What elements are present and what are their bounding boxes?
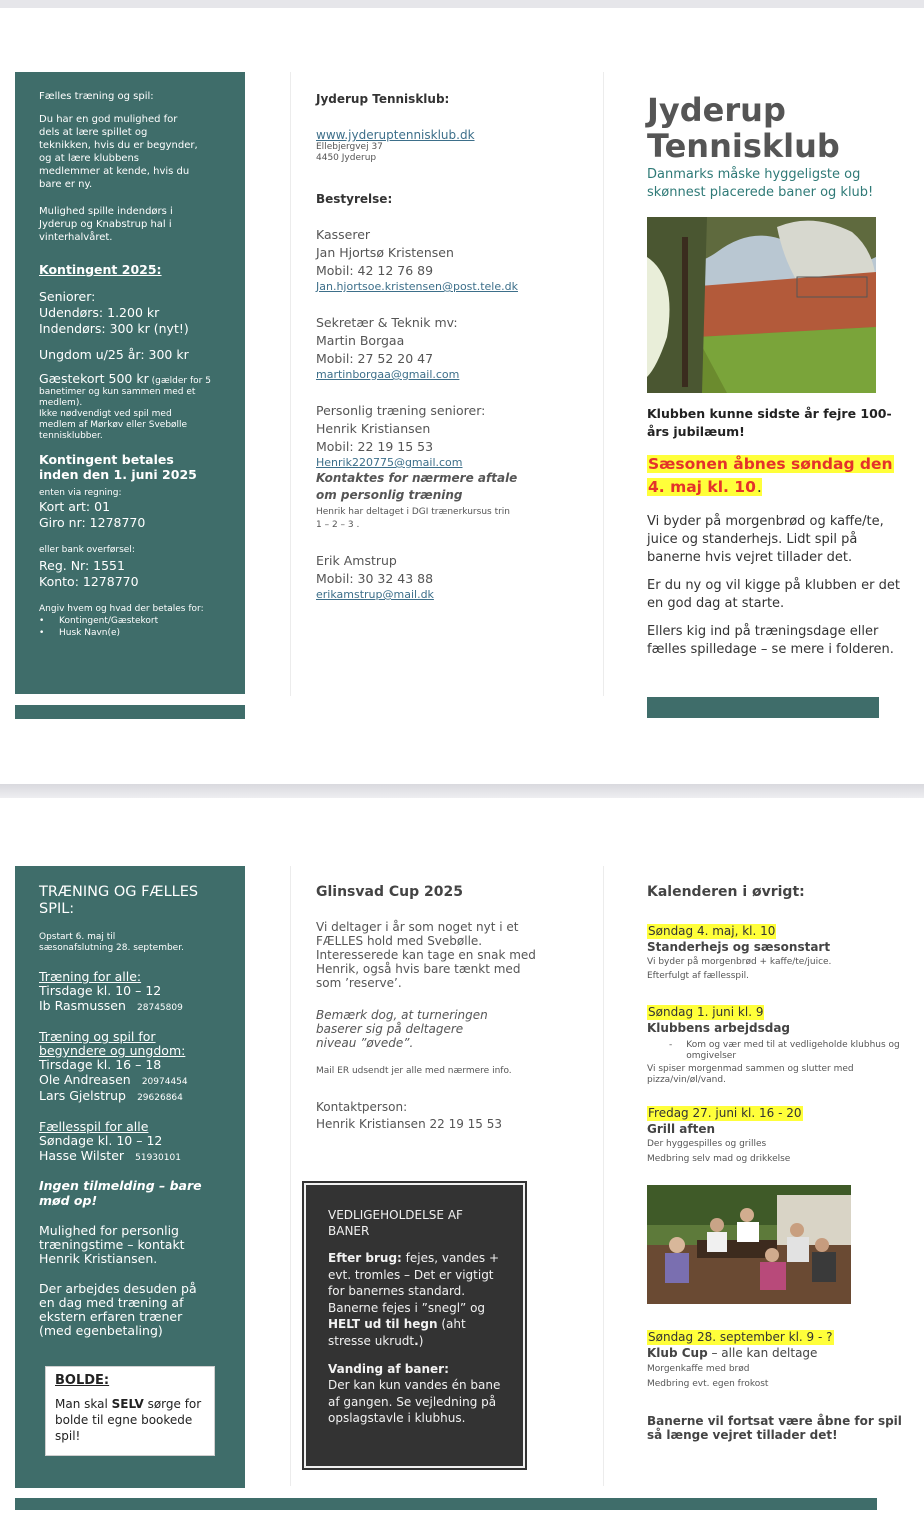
event-detail: Vi byder på morgenbrød + kaffe/te/juice. — [647, 957, 832, 967]
column-divider — [603, 72, 604, 696]
event-title-row: Klub Cup – alle kan deltage — [647, 1346, 818, 1360]
seniors-outdoor: Udendørs: 1.200 kr — [39, 305, 160, 320]
cup-heading: Glinsvad Cup 2025 — [316, 884, 463, 900]
treasurer-name: Jan Hjortsø Kristensen — [316, 245, 454, 260]
sheet-edge-middle — [0, 784, 924, 798]
address-city: 4450 Jyderup — [316, 153, 377, 163]
season-opening-text: Sæsonen åbnes søndag den 4. maj kl. 10 — [648, 455, 893, 496]
secretary-email[interactable]: martinborgaa@gmail.com — [316, 368, 460, 381]
season-opening-dot: . — [756, 478, 762, 496]
watering-text: Der kan kun vandes én bane af gangen. Se vejledning på opslagstavle i klubhus. — [328, 1378, 501, 1425]
season-start: Opstart 6. maj til — [39, 932, 116, 942]
training-heading: TRÆNING OG FÆLLES SPIL: — [39, 884, 199, 917]
beginners-trainer1-phone: 20974454 — [141, 1077, 188, 1087]
event-title: Standerhejs og sæsonstart — [647, 940, 831, 954]
watering-heading: Vanding af baner: — [328, 1362, 449, 1376]
board-heading: Bestyrelse: — [316, 192, 393, 206]
season-opening — [647, 453, 912, 499]
sheet-edge-top — [0, 0, 924, 8]
event-detail: Medbring evt. egen frokost — [647, 1379, 769, 1389]
beginners-trainer2-phone: 29626864 — [137, 1093, 183, 1103]
event-detail: Efterfulgt af fællesspil. — [647, 971, 749, 981]
social-heading: Fællesspil for alle — [39, 1119, 149, 1134]
event-title: Klubbens arbejdsdag — [647, 1021, 791, 1035]
calendar-event — [647, 1102, 912, 1167]
card-type: Kort art: 01 — [39, 499, 111, 514]
cup-text-1: Vi deltager i år som noget nyt i et FÆLLES hold med Svebølle. — [316, 920, 519, 948]
column-divider — [290, 866, 291, 1486]
column-divider — [603, 866, 604, 1486]
season-end: sæsonafslutning 28. september. — [39, 943, 184, 953]
beginners-trainer1: Ole Andreasen — [39, 1072, 131, 1087]
club-title-line2: Tennisklub — [647, 127, 840, 165]
calendar-heading: Kalenderen i øvrigt: — [647, 884, 805, 900]
no-signup: Ingen tilmelding – bare mød op! — [39, 1178, 202, 1208]
social-host-row — [39, 1148, 221, 1164]
pt-course-note: Henrik har deltaget i DGI trænerkursus trin 1 – 2 – 3 . — [316, 507, 511, 530]
closing-text: Banerne vil fortsat være åbne for spil så længe vejret tillader det! — [647, 1414, 902, 1442]
event-detail: Vi spiser morgenmad sammen og slutter med pizza/vin/øl/vand. — [647, 1064, 854, 1085]
bank-label: eller bank overførsel: — [39, 545, 135, 555]
all-training-trainer: Ib Rasmussen — [39, 998, 126, 1013]
event-detail: Medbring selv mad og drikkelse — [647, 1154, 791, 1164]
seniors-label: Seniorer: — [39, 289, 96, 304]
guest-card-note: (gælder for 5 banetimer og kun sammen med et medlem). — [39, 376, 211, 408]
event-title: Grill aften — [647, 1122, 716, 1136]
pt-phone: Mobil: 22 19 15 53 — [316, 439, 434, 454]
guest-card — [39, 373, 221, 409]
erik-phone: Mobil: 30 32 43 88 — [316, 571, 434, 586]
maintenance-box — [304, 1183, 525, 1468]
giro-number: Giro nr: 1278770 — [39, 515, 146, 530]
event-date: Fredag 27. juni kl. 16 - 20 — [648, 1106, 802, 1120]
maintenance-heading: VEDLIGEHOLDELSE AF BANER — [328, 1208, 463, 1238]
cover-footer-bar — [647, 697, 879, 718]
event-date: Søndag 4. maj, kl. 10 — [648, 924, 776, 938]
calendar-event — [647, 1326, 912, 1392]
secretary-phone: Mobil: 27 52 20 47 — [316, 351, 434, 366]
beginners-trainer2-row — [39, 1088, 221, 1104]
balls-text: Man skal SELV sørge for bolde til egne bookede spil! — [55, 1397, 202, 1443]
pt-role: Personlig træning seniorer: — [316, 403, 486, 418]
column-divider — [290, 72, 291, 696]
calendar-event — [647, 1001, 912, 1086]
event-detail: Morgenkaffe med brød — [647, 1364, 750, 1374]
treasurer-phone: Mobil: 42 12 76 89 — [316, 263, 434, 278]
all-training-time: Tirsdage kl. 10 – 12 — [39, 983, 162, 998]
intro-text: Du har en god mulighed for dels at lære spillet og teknikken, hvis du er begynder, og at lære klubbens medlemmer at kende, hvis du bare er ny. — [39, 114, 198, 190]
state-label: Angiv hvem og hvad der betales for: — [39, 604, 204, 614]
cup-mail-note: Mail ER udsendt jer alle med nærmere info. — [316, 1066, 512, 1076]
event-date: Søndag 1. juni kl. 9 — [648, 1005, 764, 1019]
contact-name: Henrik Kristiansen 22 19 15 53 — [316, 1117, 503, 1131]
panel-footer-bar — [15, 705, 245, 719]
address-street: Ellebjergvej 37 — [316, 142, 383, 152]
balls-box — [45, 1366, 215, 1456]
beginners-trainer2: Lars Gjelstrup — [39, 1088, 126, 1103]
calendar-event — [647, 920, 912, 983]
treasurer-email[interactable]: Jan.hjortsoe.kristensen@post.tele.dk — [316, 280, 518, 293]
event-detail: Der hyggespilles og grilles — [647, 1139, 767, 1149]
contacts-column — [316, 92, 591, 602]
cup-note: Bemærk dog, at turneringen baserer sig på deltagere niveau ”øvede”. — [316, 1008, 488, 1050]
club-title-line1: Jyderup — [647, 91, 786, 129]
guest-card-note2: Ikke nødvendigt ved spil med medlem af Mørkøv eller Svebølle tennisklubber. — [39, 409, 188, 441]
pt-email[interactable]: Henrik220775@gmail.com — [316, 456, 463, 469]
cover-column — [647, 92, 912, 202]
list-item: • Kontingent/Gæstekort — [39, 616, 159, 626]
new-members-text: Er du ny og vil kigge på klubben er det en god dag at starte. — [647, 578, 900, 611]
reg-number: Reg. Nr: 1551 — [39, 558, 125, 573]
cover-text — [647, 405, 912, 659]
beginners-heading: Træning og spil for begyndere og ungdom: — [39, 1029, 186, 1058]
club-heading: Jyderup Tennisklub: — [316, 92, 450, 106]
pay-via: enten via regning: — [39, 488, 122, 498]
personal-training: Mulighed for personlig træningstime – kontakt Henrik Kristiansen. — [39, 1223, 185, 1266]
fees-panel — [15, 72, 245, 694]
erik-email[interactable]: erikamstrup@mail.dk — [316, 588, 434, 601]
social-time: Søndage kl. 10 – 12 — [39, 1133, 163, 1148]
pt-name: Henrik Kristiansen — [316, 421, 431, 436]
club-members-photo — [647, 1185, 851, 1304]
event-bullet: - Kom og vær med til at vedligeholde klubhus og omgivelser — [669, 1040, 900, 1061]
calendar-column-lower — [647, 1326, 912, 1442]
list-item: • Husk Navn(e) — [39, 628, 121, 638]
external-trainer: Der arbejdes desuden på en dag med træning af ekstern erfaren træner (med egenbetaling) — [39, 1281, 197, 1338]
cup-column — [316, 884, 541, 1133]
panel-footer-bar — [15, 1498, 877, 1510]
calendar-column — [647, 884, 912, 1187]
intro-heading: Fælles træning og spil: — [39, 91, 154, 102]
all-training-trainer-row — [39, 998, 221, 1014]
event-date: Søndag 28. september kl. 9 - ? — [648, 1330, 833, 1344]
cup-text-2: Interesserede kan tage en snak med Henrik, også hvis bare tænkt med som ’reserve’. — [316, 948, 536, 990]
social-host-phone: 51930101 — [135, 1153, 181, 1163]
club-subtitle: Danmarks måske hyggeligste og skønnest placerede baner og klub! — [647, 167, 874, 200]
contact-label: Kontaktperson: — [316, 1100, 408, 1114]
offer-text: Vi byder på morgenbrød og kaffe/te, juice og standerhejs. Lidt spil på banerne hvis vejret tillader det. — [647, 514, 884, 565]
erik-name: Erik Amstrup — [316, 553, 397, 568]
all-training-phone: 28745809 — [137, 1003, 183, 1013]
all-training-heading: Træning for alle: — [39, 969, 142, 984]
maintenance-text: Efter brug: fejes, vandes + evt. tromles – Det er vigtigt for banernes standard. Banerne fejes i ”snegl” og HELT ud til hegn (aht stresse ukrudt.) — [328, 1251, 500, 1348]
secretary-name: Martin Borgaa — [316, 333, 405, 348]
balls-heading: BOLDE: — [55, 1373, 110, 1388]
beginners-time: Tirsdage kl. 16 – 18 — [39, 1057, 162, 1072]
pt-contact-note: Kontaktes for nærmere aftale om personlig træning — [316, 471, 518, 502]
website-link[interactable]: www.jyderuptennisklub.dk — [316, 128, 475, 142]
treasurer-role: Kasserer — [316, 227, 371, 242]
seniors-indoor: Indendørs: 300 kr (nyt!) — [39, 321, 189, 336]
youth-fee: Ungdom u/25 år: 300 kr — [39, 347, 189, 362]
guest-card-main: Gæstekort 500 kr — [39, 371, 149, 386]
jubilee-text: Klubben kunne sidste år fejre 100-års jubilæum! — [647, 406, 892, 439]
fee-heading: Kontingent 2025: — [39, 262, 162, 277]
social-host: Hasse Wilster — [39, 1148, 125, 1163]
indoor-text: Mulighed spille indendørs i Jyderup og Knabstrup hal i vinterhalvåret. — [39, 206, 173, 243]
account-number: Konto: 1278770 — [39, 574, 139, 589]
pay-heading: Kontingent betales inden den 1. juni 2025 — [39, 452, 197, 482]
otherwise-text: Ellers kig ind på træningsdage eller fælles spilledage – se mere i folderen. — [647, 624, 894, 657]
tennis-court-photo — [647, 217, 876, 393]
secretary-role: Sekretær & Teknik mv: — [316, 315, 458, 330]
